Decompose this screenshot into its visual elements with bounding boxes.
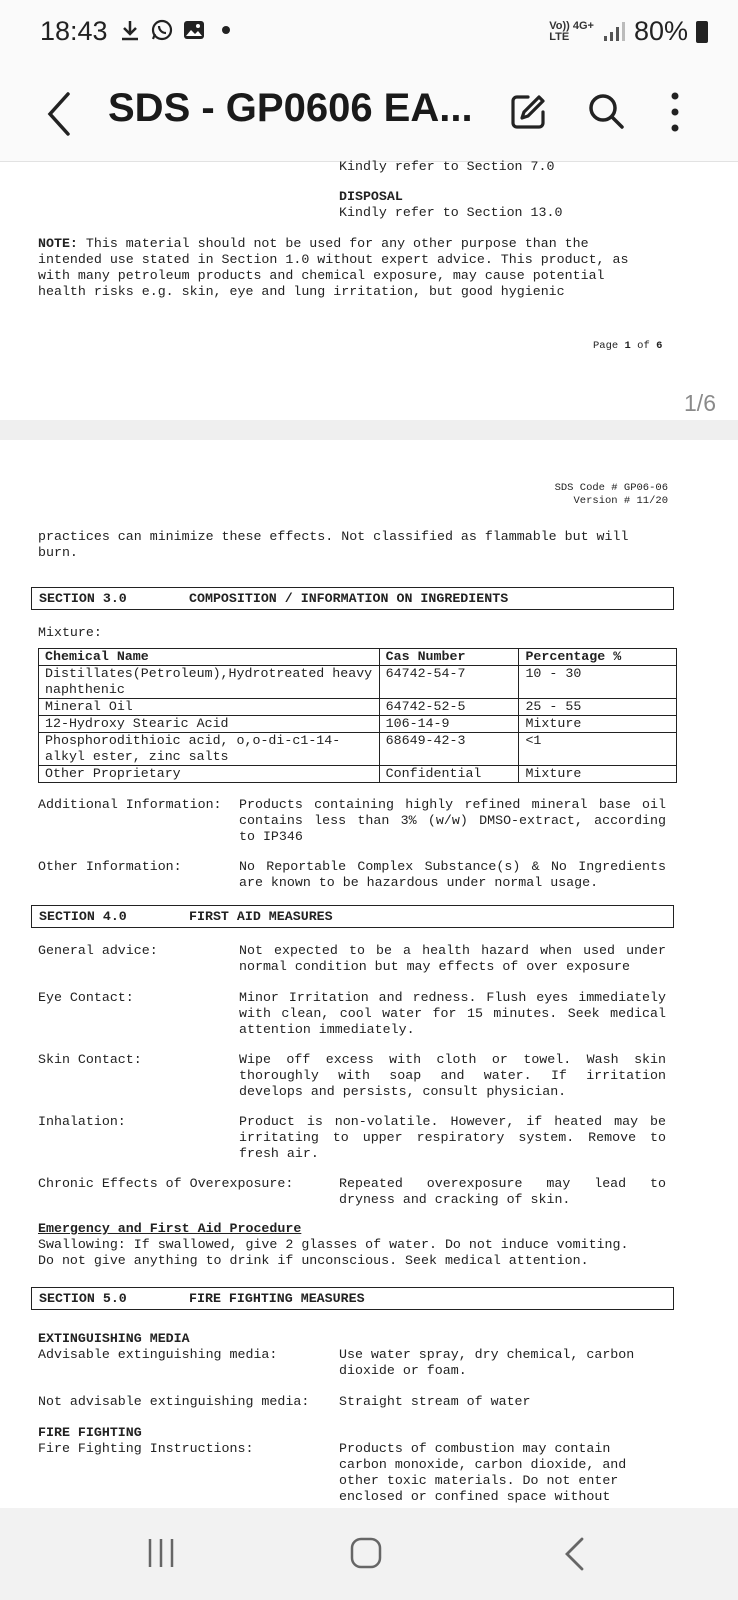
battery-icon	[696, 21, 708, 43]
more-notifications-dot	[222, 26, 230, 34]
eye-contact-text: Minor Irritation and redness. Flush eyes immediately with clean, cool water for 15 minutes. Seek medical attention immediately.	[239, 990, 666, 1037]
continuation-line-1: practices can minimize these effects. Not classified as flammable but will	[38, 529, 629, 544]
page-indicator: 1/6	[684, 390, 716, 416]
disposal-heading: DISPOSAL	[339, 189, 403, 204]
fire-fighting-line-2: carbon monoxide, carbon dioxide, and	[339, 1457, 627, 1472]
status-time: 18:43	[40, 16, 108, 46]
note-line-3: with many petroleum products and chemical exposure, may cause potential	[38, 268, 605, 283]
gallery-icon	[182, 18, 206, 42]
emergency-line-1: Swallowing: If swallowed, give 2 glasses of water. Do not induce vomiting.	[38, 1237, 629, 1252]
section-3-header: SECTION 3.0 COMPOSITION / INFORMATION ON INGREDIENTS	[31, 587, 674, 610]
additional-info-text: Products containing highly refined mineral base oil contains less than 3% (w/w) DMSO-extract, according to IP346	[239, 797, 666, 844]
navigation-bar	[0, 1508, 738, 1600]
advisable-media-line-2: dioxide or foam.	[339, 1363, 467, 1378]
eye-contact-label: Eye Contact:	[38, 990, 134, 1005]
notification-icons	[118, 18, 230, 42]
back-arrow-icon[interactable]	[40, 86, 80, 142]
signal-icon	[602, 20, 626, 44]
inhalation-text: Product is non-volatile. However, if heated may be irritating to upper respiratory system. Remove to fresh air.	[239, 1114, 666, 1161]
storage-reference: Kindly refer to Section 7.0	[339, 159, 555, 174]
column-header: Chemical Name	[39, 649, 380, 666]
whatsapp-icon	[150, 18, 174, 42]
fire-fighting-line-4: enclosed or confined space without	[339, 1489, 611, 1504]
fire-fighting-line-1: Products of combustion may contain	[339, 1441, 611, 1456]
page-footer: Page 1 of 6	[593, 340, 663, 352]
table-row: Phosphorodithioic acid, o,o-di-c1-14-alkyl ester, zinc salts 68649-42-3 <1	[39, 733, 677, 766]
system-back-icon[interactable]	[562, 1536, 586, 1572]
battery-level: 80%	[633, 16, 688, 46]
edit-icon[interactable]	[508, 92, 548, 132]
note-line-1: NOTE: This material should not be used for any other purpose than the	[38, 236, 589, 251]
mixture-label: Mixture:	[38, 625, 102, 640]
composition-table	[38, 648, 677, 783]
inhalation-label: Inhalation:	[38, 1114, 126, 1129]
more-options-icon[interactable]	[660, 90, 690, 134]
general-advice-label: General advice:	[38, 943, 158, 958]
skin-contact-text: Wipe off excess with cloth or towel. Wash skin thoroughly with soap and water. If irritation develops and persists, consult physician.	[239, 1052, 666, 1099]
network-type: Vo)) 4G+ LTE	[549, 19, 594, 43]
general-advice-text: Not expected to be a health hazard when used under normal condition but may effects of over exposure	[239, 943, 666, 974]
emergency-procedure-heading: Emergency and First Aid Procedure	[38, 1221, 302, 1236]
document-title: SDS - GP0606 EA...	[108, 86, 473, 130]
sds-code: SDS Code # GP06-06	[554, 482, 668, 494]
status-right	[549, 16, 708, 47]
column-header: Percentage %	[519, 649, 677, 666]
recent-apps-icon[interactable]	[146, 1536, 176, 1570]
other-info-text: No Reportable Complex Substance(s) & No Ingredients are known to be hazardous under normal usage.	[239, 859, 666, 890]
column-header: Cas Number	[379, 649, 519, 666]
table-header-row	[39, 649, 677, 666]
pdf-page-1	[0, 159, 738, 420]
not-advisable-media-label: Not advisable extinguishing media:	[38, 1394, 310, 1409]
table-row: Distillates(Petroleum),Hydrotreated heavy naphthenic 64742-54-7 10 - 30	[39, 666, 677, 699]
chronic-effects-text: Repeated overexposure may lead to dryness and cracking of skin.	[339, 1176, 666, 1207]
section-4-header: SECTION 4.0 FIRST AID MEASURES	[31, 905, 674, 928]
extinguishing-media-heading: EXTINGUISHING MEDIA	[38, 1331, 190, 1346]
other-info-label: Other Information:	[38, 859, 182, 874]
not-advisable-media-text: Straight stream of water	[339, 1394, 531, 1409]
continuation-line-2: burn.	[38, 545, 78, 560]
home-icon[interactable]	[350, 1536, 382, 1570]
section-5-header: SECTION 5.0 FIRE FIGHTING MEASURES	[31, 1287, 674, 1310]
pdf-page-2	[0, 440, 738, 1508]
page-separator	[0, 420, 738, 440]
fire-fighting-label: Fire Fighting Instructions:	[38, 1441, 254, 1456]
fire-fighting-heading: FIRE FIGHTING	[38, 1425, 142, 1440]
note-line-2: intended use stated in Section 1.0 without expert advice. This product, as	[38, 252, 629, 267]
skin-contact-label: Skin Contact:	[38, 1052, 142, 1067]
advisable-media-line-1: Use water spray, dry chemical, carbon	[339, 1347, 635, 1362]
sds-version: Version # 11/20	[573, 495, 668, 507]
chronic-effects-label: Chronic Effects of Overexposure:	[38, 1176, 294, 1191]
download-icon	[118, 18, 142, 42]
fire-fighting-line-3: other toxic materials. Do not enter	[339, 1473, 619, 1488]
advisable-media-label: Advisable extinguishing media:	[38, 1347, 278, 1362]
app-header	[0, 68, 738, 162]
note-line-4: health risks e.g. skin, eye and lung irritation, but good hygienic	[38, 284, 565, 299]
disposal-reference: Kindly refer to Section 13.0	[339, 205, 563, 220]
additional-info-label: Additional Information:	[38, 797, 222, 812]
table-row: Mineral Oil 64742-52-5 25 - 55	[39, 699, 677, 716]
status-bar	[0, 0, 738, 68]
table-row: 12-Hydroxy Stearic Acid 106-14-9 Mixture	[39, 716, 677, 733]
search-icon[interactable]	[586, 90, 626, 134]
emergency-line-2: Do not give anything to drink if unconscious. Seek medical attention.	[38, 1253, 589, 1268]
table-row: Other Proprietary Confidential Mixture	[39, 766, 677, 783]
